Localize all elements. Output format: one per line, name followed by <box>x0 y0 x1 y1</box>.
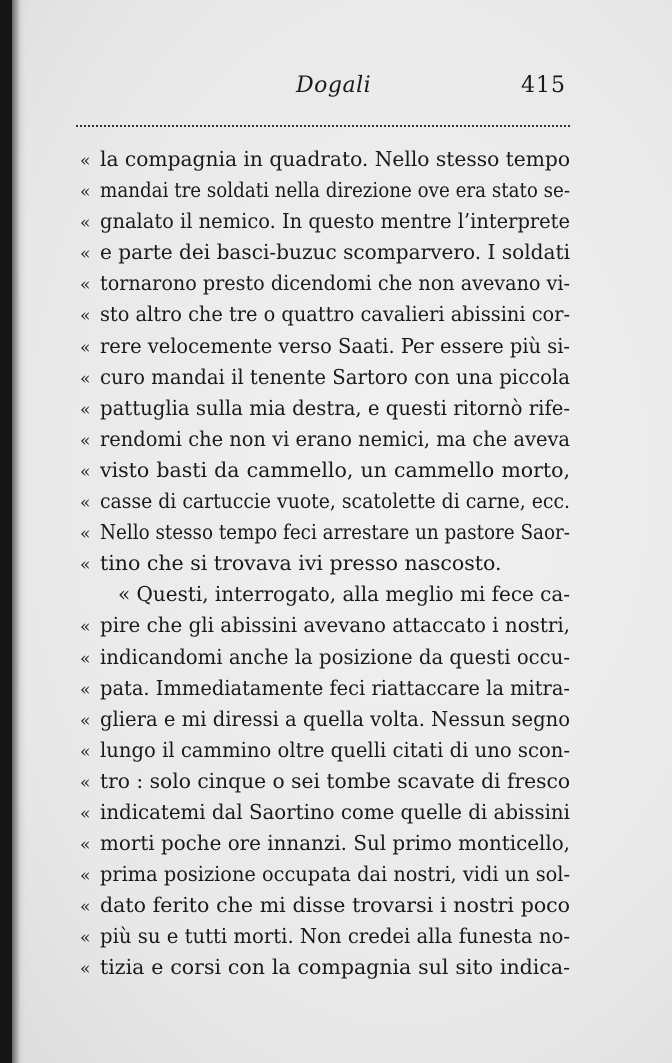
quote-mark: « <box>80 399 91 420</box>
quote-mark: « <box>80 928 91 949</box>
quote-mark: « <box>80 306 91 327</box>
quote-mark: « <box>80 493 91 514</box>
text-line <box>80 766 580 797</box>
text-line <box>80 175 580 206</box>
text-line <box>80 331 580 362</box>
text-line <box>80 393 580 424</box>
line-text: casse di cartuccie vuote, scatolette di carne, ecc. <box>100 489 570 514</box>
line-text: gliera e mi diressi a quella volta. Nessun segno <box>100 706 570 731</box>
quote-mark: « <box>80 213 91 234</box>
text-line <box>80 921 580 952</box>
line-text: indicatemi dal Saortino come quelle di abissini <box>100 799 570 824</box>
text-line <box>80 828 580 859</box>
quote-mark: « <box>80 151 91 171</box>
line-text: tro : solo cinque o sei tombe scavate di fresco <box>100 768 570 793</box>
text-line <box>80 268 580 299</box>
quote-mark: « <box>80 368 91 389</box>
line-text: e parte dei basci-buzuc scomparvero. I soldati <box>100 240 570 265</box>
text-line <box>80 206 580 237</box>
quote-mark: « <box>80 803 91 824</box>
text-line <box>80 610 580 641</box>
text-line <box>80 735 580 766</box>
running-head <box>0 73 672 109</box>
line-text: prima posizione occupata dai nostri, vidi un sol- <box>100 862 570 887</box>
text-line <box>80 859 580 890</box>
text-line <box>80 704 580 735</box>
line-text: gnalato il nemico. In questo mentre l’interprete <box>100 209 570 234</box>
text-line <box>80 144 580 175</box>
quote-mark: « <box>80 897 91 918</box>
text-line <box>80 517 580 548</box>
quote-mark: « <box>80 835 91 856</box>
quote-mark: « <box>80 461 91 482</box>
quote-mark: « <box>80 244 91 265</box>
line-text: visto basti da cammello, un cammello morto, <box>100 457 570 482</box>
line-text: « Questi, interrogato, alla meglio mi fece ca- <box>118 582 570 607</box>
line-text: rendomi che non vi erano nemici, ma che aveva <box>100 426 570 451</box>
line-text: più su e tutti morti. Non credei alla funesta no- <box>100 924 570 949</box>
line-text: pattuglia sulla mia destra, e questi ritornò rife- <box>100 395 570 420</box>
text-line <box>80 455 580 486</box>
book-spine-shadow <box>0 0 12 1063</box>
quote-mark: « <box>80 959 91 980</box>
quote-mark: « <box>80 524 91 545</box>
gutter-shadow <box>12 0 26 1063</box>
line-text: morti poche ore innanzi. Sul primo monticello, <box>100 831 570 856</box>
quote-mark: « <box>80 866 91 887</box>
quote-mark: « <box>80 555 91 576</box>
line-text: indicandomi anche la posizione da questi occu- <box>100 644 570 669</box>
text-line <box>80 424 580 455</box>
line-text: mandai tre soldati nella direzione ove era stato se- <box>100 178 570 203</box>
line-text: la compagnia in quadrato. Nello stesso tempo <box>100 147 570 171</box>
line-text: tizia e corsi con la compagnia sul sito indica- <box>100 955 570 980</box>
quote-mark: « <box>80 430 91 451</box>
line-text: tornarono presto dicendomi che non avevano vi- <box>100 271 570 296</box>
text-line <box>80 952 580 983</box>
text-line <box>80 299 580 330</box>
quote-mark: « <box>80 710 91 731</box>
line-text: Nello stesso tempo feci arrestare un pastore Saor- <box>100 520 570 545</box>
text-line <box>80 237 580 268</box>
line-text: dato ferito che mi disse trovarsi i nostri poco <box>100 893 570 918</box>
text-line <box>80 486 580 517</box>
line-text: rere velocemente verso Saati. Per essere più si- <box>100 333 570 358</box>
chapter-title: Dogali <box>296 73 372 98</box>
line-text: sto altro che tre o quattro cavalieri abissini cor- <box>100 302 570 327</box>
text-line <box>80 642 580 673</box>
line-text: curo mandai il tenente Sartoro con una piccola <box>100 364 570 389</box>
header-dotted-rule <box>76 125 570 127</box>
quote-mark: « <box>80 617 91 638</box>
text-line <box>80 797 580 828</box>
quote-mark: « <box>80 679 91 700</box>
quote-mark: « <box>80 182 91 203</box>
quote-mark: « <box>80 275 91 296</box>
page-number: 415 <box>521 73 566 98</box>
text-line <box>80 890 580 921</box>
text-line <box>80 548 580 579</box>
text-line <box>80 579 580 610</box>
line-text: pire che gli abissini avevano attaccato i nostri, <box>100 613 570 638</box>
text-line <box>80 673 580 704</box>
quote-mark: « <box>80 772 91 793</box>
quote-mark: « <box>80 741 91 762</box>
line-text: lungo il cammino oltre quelli citati di uno scon- <box>100 737 570 762</box>
text-line <box>80 362 580 393</box>
quote-mark: « <box>80 648 91 669</box>
body-text <box>80 144 580 984</box>
line-text: pata. Immediatamente feci riattaccare la mitra- <box>100 675 570 700</box>
quote-mark: « <box>80 337 91 358</box>
line-text: tino che si trovava ivi presso nascosto. <box>100 551 502 576</box>
